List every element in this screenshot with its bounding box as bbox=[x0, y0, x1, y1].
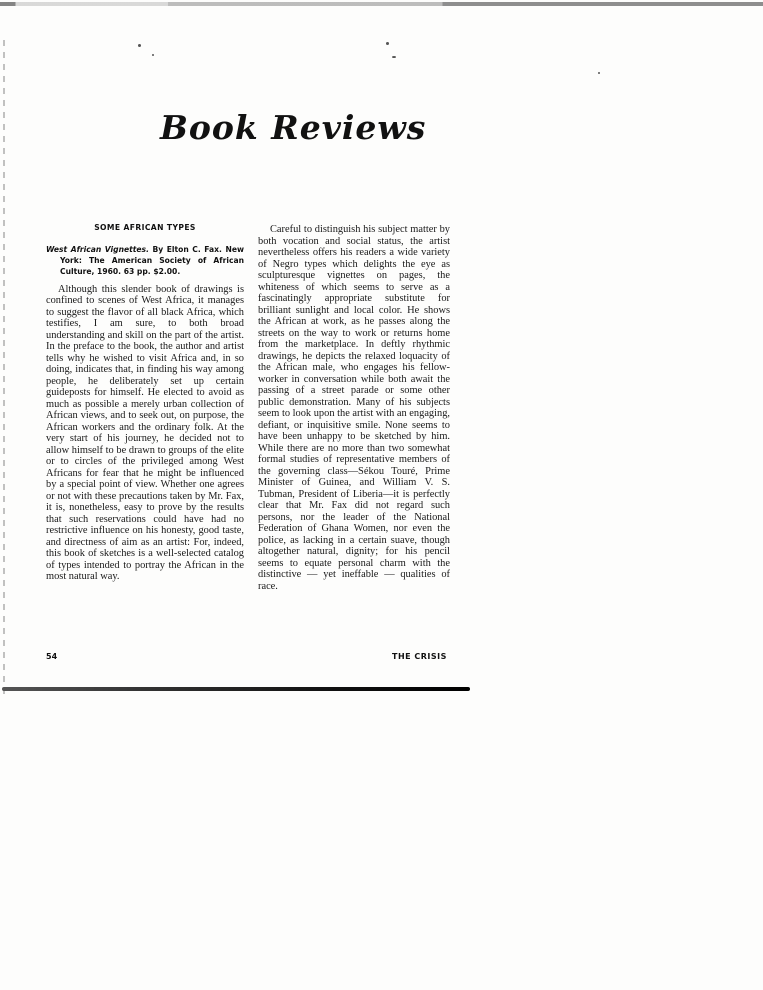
review-column-right bbox=[258, 224, 450, 592]
scan-speck bbox=[138, 44, 141, 47]
scan-speck bbox=[386, 42, 389, 45]
book-citation bbox=[46, 244, 244, 278]
scan-speck bbox=[152, 54, 154, 56]
scan-speck bbox=[598, 72, 600, 74]
review-paragraph-2: Careful to distinguish his subject matter by both vocation and social status, the artist nevertheless offers his readers a wide variety of Negro types which delights the eye as sculpturesque vignettes on pages, the whiteness of which seems to serve as a fascinatingly appropriate substitute for brilliant sunlight and local color. He shows the African at work, as he passes along the streets on the way to work or returns home from the marketplace. In deftly rhythmic drawings, he depicts the relaxed loquacity of the African male, who engages his fellow-worker in conversation while both await the passing of a street parade or some other public demonstration. Many of his subjects seem to look upon the artist with an engaging, defiant, or inquisitive smile. None seems to have been unhappy to be sketched by him. While there are no more than two somewhat formal studies of representative members of the governing class—Sékou Touré, Prime Minister of Guinea, and William V. S. Tubman, President of Liberia—it is perfectly clear that Mr. Fax did not regard such persons, nor the leader of the National Federation of Ghana Women, nor even the police, as lacking in a certain suave, though altogether natural, dignity; for his pencil seems to equate personal charm with the distinctive — yet ineffable — qualities of race. bbox=[258, 224, 450, 592]
running-head: THE CRISIS bbox=[392, 652, 447, 661]
review-paragraph-1: Although this slender book of drawings is confined to scenes of West Africa, it manages to suggest the flavor of all black Africa, which testifies, I am sure, to both broad understanding and skill on the part of the artist. In the preface to the book, the author and artist tells why he wished to visit Africa and, in so doing, indicates that, in finding his way among people, he deliberately set up certain guideposts for himself. He elected to avoid as much as possible a merely urban collection of African views, and to seek out, on purpose, the African workers and the ordinary folk. At the very start of his journey, he decided not to allow himself to be drawn to groups of the elite or to circles of the privileged among West Africans for fear that he might be influenced by a special point of view. Whether one agrees or not with these precautions taken by Mr. Fax, it is, nonetheless, easy to prove by the results that such reservations could have had no restrictive influence on his honesty, good taste, and directness of aim as an artist: For, indeed, this book of sketches is a well-selected catalog of types intended to portray the African in the most natural way. bbox=[46, 283, 244, 583]
scan-edge-top bbox=[0, 2, 763, 6]
book-details: By Elton C. Fax. New York: The American Society of African Culture, 1960. 63 pp. $2.00. bbox=[60, 244, 244, 277]
review-column-left bbox=[46, 222, 244, 583]
book-title: West African Vignettes. bbox=[46, 244, 149, 254]
page-number: 54 bbox=[46, 652, 58, 661]
review-heading: SOME AFRICAN TYPES bbox=[94, 223, 196, 232]
scan-speck bbox=[392, 56, 396, 58]
scan-edge-left bbox=[3, 40, 5, 695]
scan-edge-bottom bbox=[2, 687, 470, 691]
page-title: Book Reviews bbox=[160, 108, 427, 147]
